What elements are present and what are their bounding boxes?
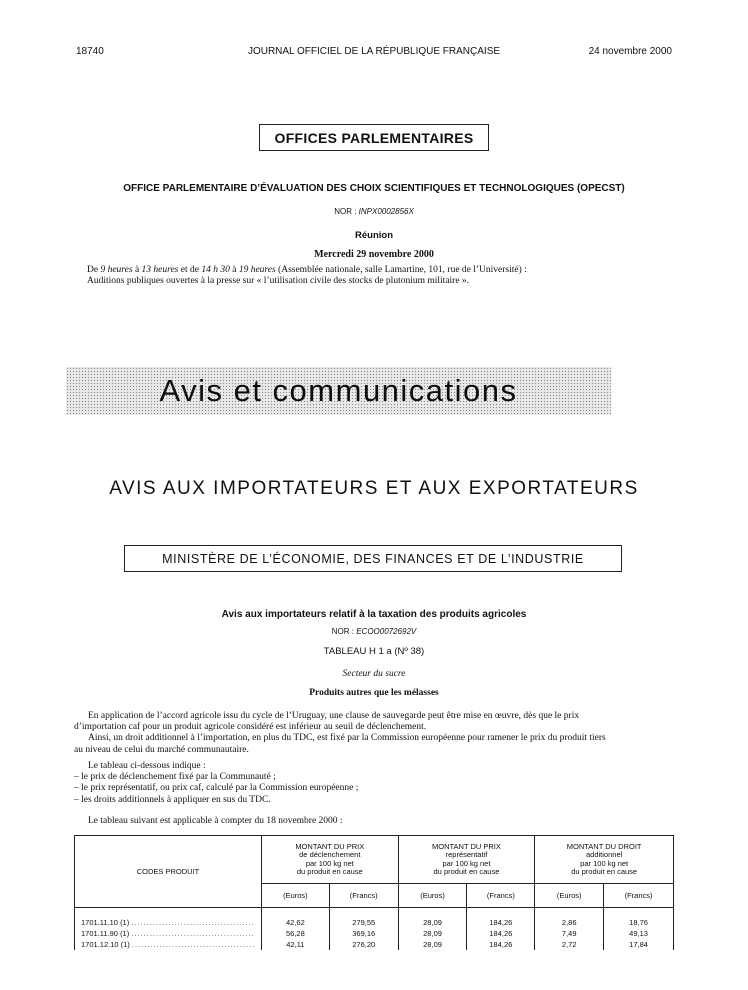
header-line: par 100 kg net	[305, 858, 354, 868]
table-cell: 184,26	[467, 917, 535, 928]
table-cell: 369,16	[329, 928, 398, 939]
table-cell: 7,49	[535, 928, 604, 939]
schedule-text: et de	[178, 265, 202, 275]
schedule-text: à	[132, 265, 142, 275]
paragraph-line: au niveau de celui du marché communautaire.	[74, 744, 249, 755]
office-name: OFFICE PARLEMENTAIRE D’ÉVALUATION DES CHOIX SCIENTIFIQUES ET TECHNOLOGIQUES (OPECST)	[123, 183, 625, 194]
header-line: additionnel	[586, 850, 623, 859]
table-row	[75, 939, 674, 950]
table-cell: 276,20	[329, 939, 398, 950]
unit-header: (Francs)	[604, 884, 674, 908]
product-code: 1701.12.10 (1) ........................................	[75, 939, 262, 950]
table-cell: 2,86	[535, 917, 604, 928]
notice-title: Avis aux importateurs relatif à la taxation des produits agricoles	[221, 609, 527, 620]
header-line: MONTANT DU PRIX	[432, 841, 501, 851]
schedule-text: (Assemblée nationale, salle Lamartine, 101, rue de l’Université) :	[275, 265, 527, 275]
schedule-time: 9 heures	[100, 265, 133, 275]
header-line: de déclenchement	[299, 850, 361, 859]
table-cell: 28,09	[398, 917, 467, 928]
table-cell: 18,76	[629, 917, 648, 927]
notice-nor	[0, 627, 748, 636]
header-line: MONTANT DU PRIX	[295, 841, 365, 851]
schedule-time: 19 heures	[238, 265, 276, 275]
list-item: – les droits additionnels à appliquer en sus du TDC.	[74, 794, 271, 805]
table-cell: 184,26	[467, 939, 535, 950]
paragraph-1	[74, 711, 676, 756]
sector-label: Secteur du sucre	[342, 669, 406, 679]
additional-duty-header	[535, 836, 674, 884]
table-reference: TABLEAU H 1 a (Nº 38)	[323, 646, 425, 657]
issue-date: 24 novembre 2000	[588, 46, 672, 57]
table-cell: 2,72	[535, 939, 604, 950]
nor-line	[0, 207, 748, 216]
meeting-description: Auditions publiques ouvertes à la presse sur « l’utilisation civile des stocks de plutonium militaire ».	[87, 276, 470, 286]
ministry-name: MINISTÈRE DE L’ÉCONOMIE, DES FINANCES ET DE L’INDUSTRIE	[162, 551, 584, 566]
paragraph-line: Ainsi, un droit additionnel à l’importation, en plus du TDC, est fixé par la Commission européenne pour ramener le prix du produit tiers	[88, 733, 606, 744]
section-title: OFFICES PARLEMENTAIRES	[274, 129, 474, 146]
unit-header: (Euros)	[535, 884, 604, 908]
list-intro: Le tableau ci-dessous indique :	[88, 761, 206, 771]
header-line: par 100 kg net	[442, 858, 491, 868]
schedule-text: De	[87, 265, 101, 275]
list-block	[74, 761, 676, 806]
table-cell: 42,62	[261, 917, 329, 928]
list-item: – le prix de déclenchement fixé par la Communauté ;	[74, 772, 276, 783]
table-row	[75, 917, 674, 928]
unit-header: (Euros)	[261, 884, 329, 908]
paragraph-line: d’importation caf pour un produit agricole considéré est inférieur au seuil de déclenchement.	[74, 722, 427, 733]
unit-header: (Francs)	[329, 884, 398, 908]
journal-title: JOURNAL OFFICIEL DE LA RÉPUBLIQUE FRANÇAISE	[247, 46, 501, 57]
table-cell: 56,28	[261, 928, 329, 939]
schedule-text: à	[229, 265, 239, 275]
banner-title: Avis et communications	[159, 373, 518, 408]
tariff-table	[74, 835, 674, 950]
table-cell: 49,13	[629, 928, 648, 938]
table-cell: 184,26	[467, 928, 535, 939]
table-cell: 279,55	[329, 917, 398, 928]
product-code: 1701.11.90 (1) ........................................	[75, 928, 262, 939]
meeting-label: Réunion	[355, 230, 393, 241]
nor-code: INPX0002856X	[358, 207, 414, 216]
schedule-time: 14 h 30	[201, 265, 230, 275]
unit-header: (Euros)	[398, 884, 467, 908]
product-code: 1701.11.10 (1) ........................................	[75, 917, 262, 928]
section-title-box	[259, 124, 489, 151]
header-line: du produit en cause	[571, 867, 638, 876]
codes-header: CODES PRODUIT	[75, 836, 262, 908]
applicability-line: Le tableau suivant est applicable à compter du 18 novembre 2000 :	[88, 816, 343, 826]
page-number: 18740	[76, 46, 104, 57]
table-cell: 28,09	[398, 939, 467, 950]
table-cell: 17,84	[629, 939, 648, 949]
nor-label: NOR :	[331, 627, 354, 636]
header-line: du produit en cause	[433, 867, 500, 876]
section-heading: AVIS AUX IMPORTATEURS ET AUX EXPORTATEURS	[109, 478, 639, 499]
table-cell: 28,09	[398, 928, 467, 939]
unit-header: (Francs)	[467, 884, 535, 908]
nor-label: NOR :	[334, 207, 357, 216]
notice-subtitle: Produits autres que les mélasses	[309, 688, 439, 698]
header-line: MONTANT DU DROIT	[566, 841, 642, 851]
table-cell: 42,11	[261, 939, 329, 950]
meeting-date: Mercredi 29 novembre 2000	[314, 249, 434, 260]
trigger-price-header	[261, 836, 398, 884]
header-line: du produit en cause	[296, 867, 363, 876]
paragraph-line: En application de l’accord agricole issu du cycle de l’Uruguay, une clause de sauvegarde peut être mise en œuvre, dès que le prix	[88, 711, 580, 721]
table-row	[75, 928, 674, 939]
schedule-time: 13 heures	[141, 265, 179, 275]
nor-code: ECOO0072692V	[356, 627, 417, 636]
header-line: représentatif	[445, 850, 488, 859]
ministry-box	[124, 545, 622, 572]
meeting-schedule	[87, 265, 672, 276]
list-item: – le prix représentatif, ou prix caf, calculé par la Commission européenne ;	[74, 783, 359, 794]
representative-price-header	[398, 836, 535, 884]
header-line: par 100 kg net	[580, 858, 629, 868]
